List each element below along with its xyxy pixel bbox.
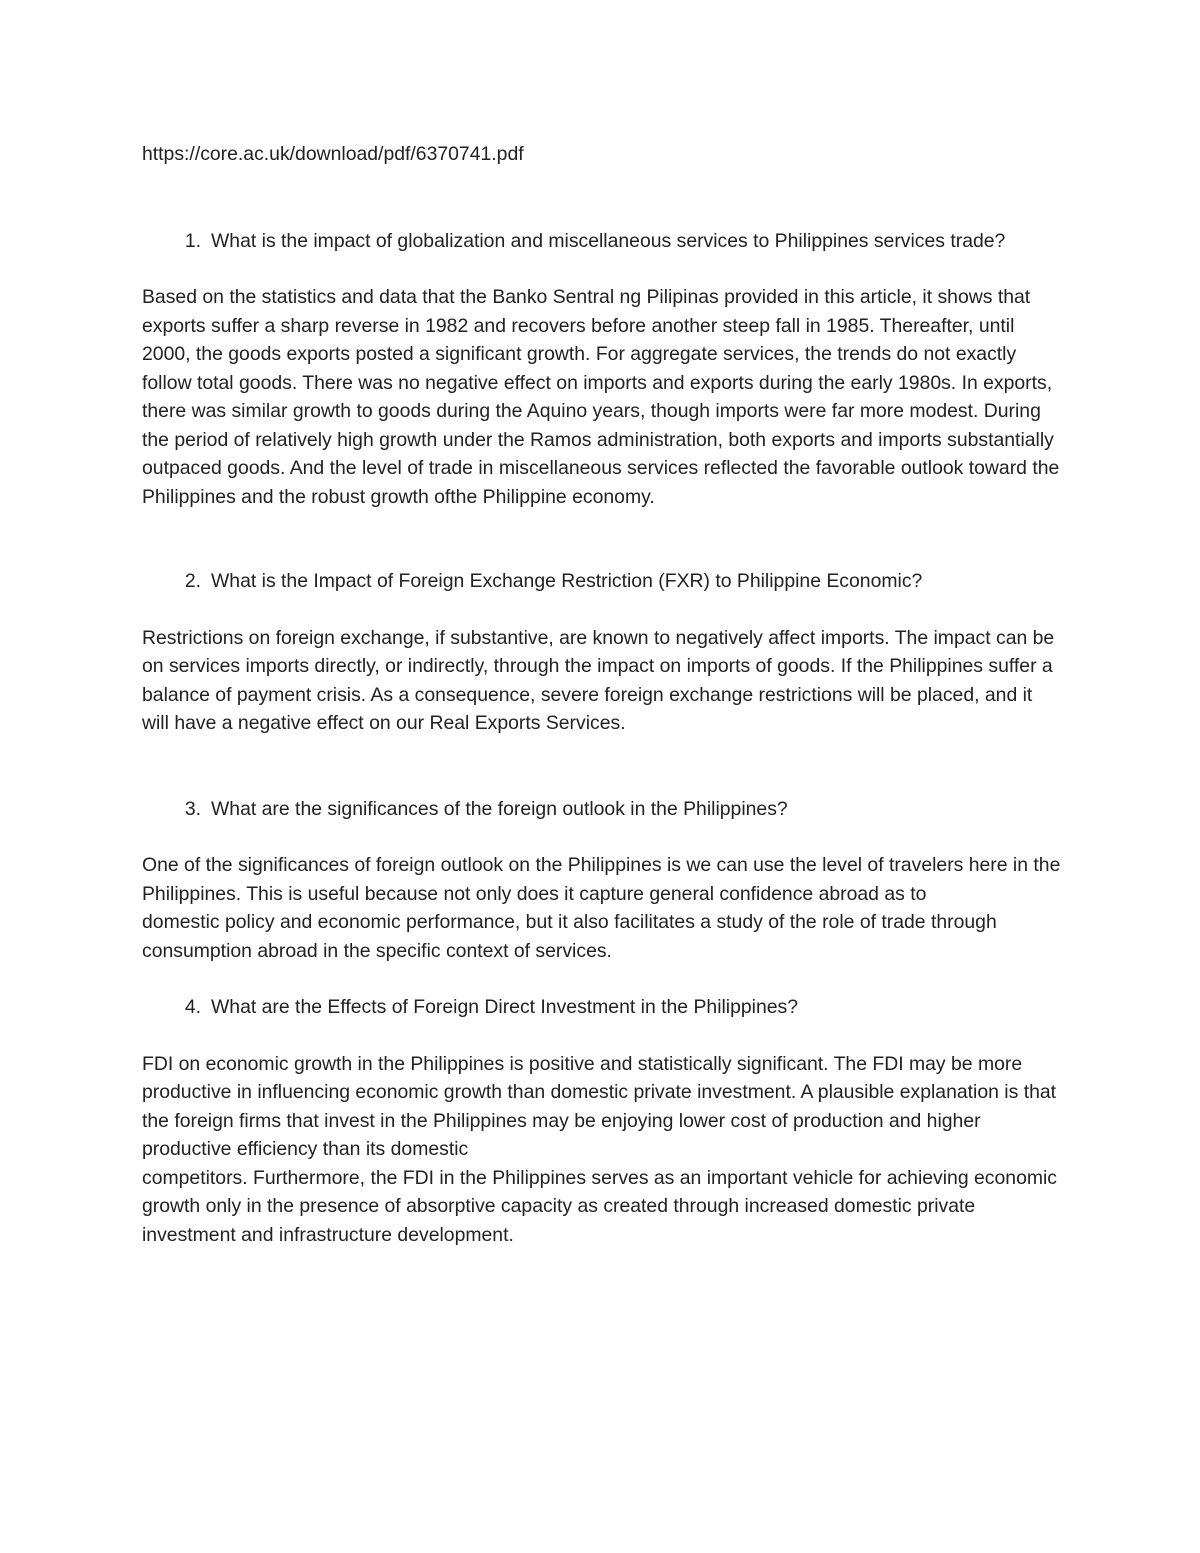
answer-2 [142,624,1062,738]
answer-1 [142,283,1062,511]
answer-paragraph: One of the significances of foreign outlook on the Philippines is we can use the level of travelers here in the Philippines. This is useful because not only does it capture general confidence abroad as to [142,854,1061,905]
question-2 [142,567,1062,596]
document-body [142,140,1062,1249]
question-number: 2. [184,570,201,592]
answer-paragraph: competitors. Furthermore, the FDI in the Philippines serves as an important vehicle for achieving economic growth only in the presence of absorptive capacity as created through increased domestic private investment and infrastructure development. [142,1166,1058,1246]
answer-4 [142,1050,1062,1250]
answer-paragraph: Based on the statistics and data that the Banko Sentral ng Pilipinas provided in this article, it shows that exports suffer a sharp reverse in 1982 and recovers before another steep fall in 1985. Thereafter, until 2000, the goods exports posted a significant growth. For aggregate services, the trends do not exactly follow total goods. There was no negative effect on imports and exports during the early 1980s. In exports, there was similar growth to goods during the Aquino years, though imports were far more modest. During the period of relatively high growth under the Ramos administration, both exports and imports substantially outpaced goods. And the level of trade in miscellaneous services reflected the favorable outlook toward the Philippines and the robust growth ofthe Philippine economy. [142,286,1060,508]
answer-paragraph: domestic policy and economic performance, but it also facilitates a study of the role of trade through consumption abroad in the specific context of services. [142,911,997,962]
answer-paragraph: Restrictions on foreign exchange, if substantive, are known to negatively affect imports. The impact can be on services imports directly, or indirectly, through the impact on imports of goods. If the Philippines suffer a balance of payment crisis. As a consequence, severe foreign exchange restrictions will be placed, and it will have a negative effect on our Real Exports Services. [142,626,1055,734]
answer-3 [142,851,1062,965]
question-3 [142,795,1062,824]
question-text: What is the impact of globalization and miscellaneous services to Philippines services trade? [211,229,1006,252]
question-text: What are the Effects of Foreign Direct Investment in the Philippines? [211,996,799,1018]
question-number: 4. [184,996,201,1018]
source-url-link[interactable]: https://core.ac.uk/download/pdf/6370741.pdf [142,143,524,165]
question-1 [142,227,1062,256]
question-number: 3. [184,797,201,820]
answer-paragraph: FDI on economic growth in the Philippines is positive and statistically significant. The FDI may be more productive in influencing economic growth than domestic private investment. A plausible explanation is that the foreign firms that invest in the Philippines may be enjoying lower cost of production and higher productive efficiency than its domestic [142,1052,1057,1160]
question-text: What are the significances of the foreign outlook in the Philippines? [211,797,788,820]
question-text: What is the Impact of Foreign Exchange Restriction (FXR) to Philippine Economic? [211,570,923,592]
question-4 [142,993,1062,1022]
question-number: 1. [184,229,201,252]
